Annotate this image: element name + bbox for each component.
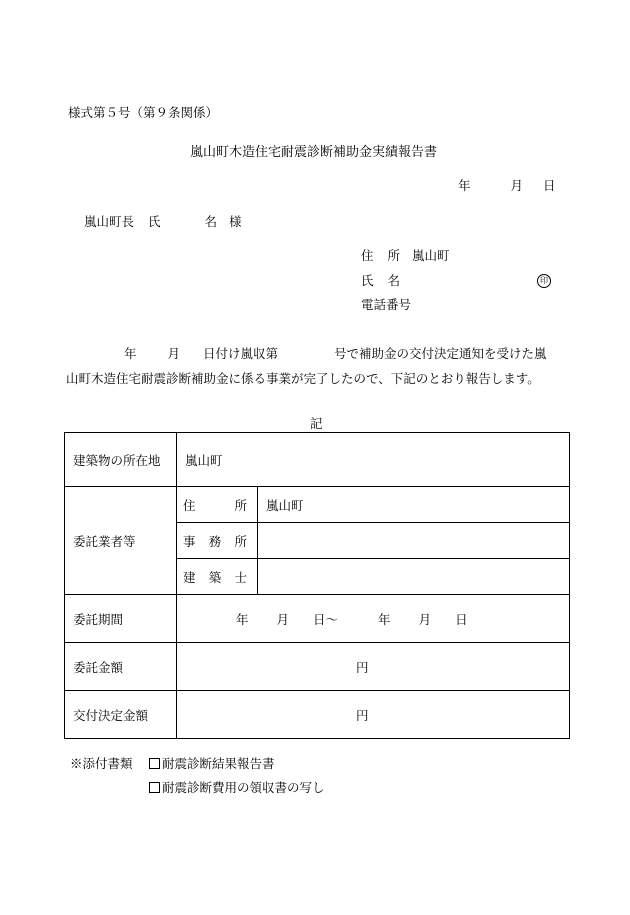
form-number: 様式第５号（第９条関係） [68, 105, 219, 120]
body-line-1 [124, 344, 547, 362]
contractor-office-label: 事 務 所 [177, 523, 258, 559]
table-row [65, 691, 570, 739]
period-label: 委託期間 [65, 595, 177, 643]
contractor-label: 委託業者等 [65, 487, 177, 595]
body-hi: 日付け嵐収第 [203, 346, 279, 361]
applicant-name [361, 271, 400, 289]
addressee [84, 212, 242, 230]
contractor-architect-value [258, 559, 570, 595]
amount-label: 委託金額 [65, 643, 177, 691]
body-line-2: 山町木造住宅耐震診断補助金に係る事業が完了したので、下記のとおり報告します。 [66, 371, 540, 386]
addressee-shi: 氏 [148, 214, 161, 229]
seal-mark: 印 [537, 274, 551, 288]
addressee-org: 嵐山町長 [84, 214, 135, 229]
checkbox-icon [149, 782, 160, 793]
amount-unit: 円 [177, 643, 570, 691]
body-nen: 年 [124, 346, 137, 361]
applicant-address [361, 246, 450, 264]
addressee-mei: 名 [204, 214, 218, 229]
date-line [458, 176, 556, 194]
applicant-address-label-2: 所 [387, 248, 401, 263]
table-row [65, 643, 570, 691]
applicant-address-value: 嵐山町 [412, 248, 450, 263]
date-day: 日 [543, 178, 556, 193]
period-value: 年 月 日～ 年 月 日 [177, 595, 570, 643]
report-table [64, 432, 570, 739]
contractor-office-value [258, 523, 570, 559]
table-row [65, 433, 570, 487]
building-location-label: 建築物の所在地 [65, 433, 177, 487]
contractor-address-label: 住 所 [177, 487, 258, 523]
applicant-address-label-1: 住 [361, 248, 374, 263]
checkbox-icon [149, 758, 160, 769]
ki-heading: 記 [310, 416, 323, 431]
attachments-label: ※添付書類 [70, 756, 133, 771]
body-rest: 号で補助金の交付決定通知を受けた嵐 [334, 346, 547, 361]
applicant-name-label-2: 名 [387, 273, 401, 288]
date-month: 月 [510, 178, 524, 193]
contractor-architect-label: 建 築 士 [177, 559, 258, 595]
table-row [65, 595, 570, 643]
attachment-item: 耐震診断費用の領収書の写し [149, 778, 325, 796]
building-location-value: 嵐山町 [177, 433, 570, 487]
addressee-suffix: 様 [229, 214, 242, 229]
contractor-address-value: 嵐山町 [258, 487, 570, 523]
document-title: 嵐山町木造住宅耐震診断補助金実績報告書 [190, 145, 438, 160]
applicant-phone-label: 電話番号 [361, 297, 412, 312]
grant-label: 交付決定金額 [65, 691, 177, 739]
date-year: 年 [458, 178, 471, 193]
grant-unit: 円 [177, 691, 570, 739]
body-gatsu: 月 [167, 346, 181, 361]
table-row [65, 487, 570, 523]
attachment-item: 耐震診断結果報告書 [149, 754, 275, 772]
applicant-name-label-1: 氏 [361, 273, 374, 288]
